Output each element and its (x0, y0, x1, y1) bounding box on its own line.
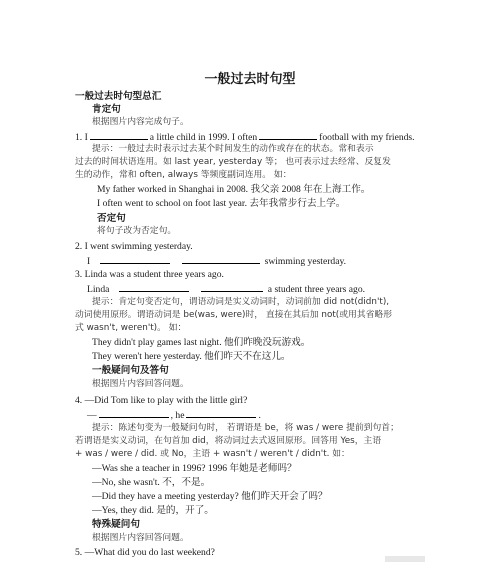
affirmative-example-2: I often went to school on foot last year. 去年我常步行去上学。 (97, 198, 346, 209)
q2-blank-1[interactable] (100, 254, 170, 264)
affirmative-heading: 肯定句 (92, 104, 121, 115)
yes-no-example-4: —Yes, they did. 是的，开了。 (92, 505, 214, 516)
negative-instruction: 将句子改为否定句。 (97, 226, 177, 236)
question-1 (75, 130, 492, 144)
negative-heading: 否定句 (97, 213, 126, 224)
question-4-answer: — , he . (87, 410, 261, 421)
yes-no-tip-line-2: 若谓语是实义动词，在句首加 did，将动词过去式返回原形。回答用 Yes，主语 (75, 436, 382, 446)
yes-no-tip-line-1: 提示：陈述句变为一般疑问句时， 若谓语是 be，将 was / were 提前到句首； (92, 423, 399, 433)
negative-tip-line-1: 提示：肯定句变否定句，谓语动词是实义动词时，动词前加 did not(didn't), (92, 297, 390, 307)
negative-tip-line-3: 式 wasn't, weren't)。 如： (75, 323, 187, 333)
affirmative-tip-line-3: 生的动作，常和 often, always 等频度副词连用。 如： (75, 170, 292, 180)
q4-blank-2[interactable] (186, 408, 256, 418)
q3-answer-end: a student three years ago. (267, 284, 366, 295)
yes-no-instruction: 根据图片内容回答问题。 (92, 379, 189, 389)
affirmative-instruction: 根据图片内容完成句子。 (92, 117, 189, 127)
affirmative-example-1: My father worked in Shanghai in 2008. 我父亲 2008 年在上海工作。 (97, 184, 371, 195)
q1-number: 1. I (75, 132, 88, 143)
q1-end: football with my friends. (319, 132, 415, 143)
q3-blank-1[interactable] (119, 282, 189, 292)
affirmative-tip-line-1: 提示：一般过去时表示过去某个时间发生的动作或存在的状态。常和表示 (92, 144, 374, 154)
negative-example-2: They weren't here yesterday. 他们昨天不在这儿。 (92, 351, 291, 362)
q4-dash: — (87, 410, 97, 421)
yes-no-example-2: —No, she wasn't. 不，不是。 (92, 477, 211, 488)
q4-blank-1[interactable] (99, 408, 169, 418)
q1-blank-2[interactable] (259, 130, 317, 140)
wh-question-heading: 特殊疑问句 (92, 519, 140, 530)
question-5: 5. —What did you do last weekend? (75, 547, 215, 558)
negative-example-1: They didn't play games last night. 他们昨晚没玩游戏。 (92, 337, 311, 348)
yes-no-example-3: —Did they have a meeting yesterday? 他们昨天开会了吗？ (92, 491, 328, 502)
q2-answer-start: I (87, 256, 91, 267)
yes-no-heading: 一般疑问句及答句 (92, 365, 169, 376)
question-3: 3. Linda was a student three years ago. (75, 269, 224, 280)
q3-blank-2[interactable] (201, 282, 263, 292)
q3-answer-start: Linda (87, 284, 110, 295)
q1-middle: a little child in 1999. I often (149, 132, 258, 143)
yes-no-tip-line-3: + was / were / did. 或 No，主语 + wasn't / weren't / didn't. 如： (75, 449, 350, 459)
q2-blank-2[interactable] (182, 254, 260, 264)
affirmative-tip-line-2: 过去的时间状语连用。如 last year, yesterday 等； 也可表示过去经常、反复发 (75, 157, 391, 167)
section-heading: 一般过去时句型总汇 (75, 91, 162, 102)
page-bottom-smudge (385, 556, 425, 562)
question-4: 4. —Did Tom like to play with the little girl? (75, 395, 248, 406)
question-2-answer (87, 254, 492, 268)
question-3-answer (87, 282, 492, 296)
q2-answer-end: swimming yesterday. (264, 256, 347, 267)
q1-blank-1[interactable] (90, 130, 148, 140)
question-2: 2. I went swimming yesterday. (75, 241, 193, 252)
wh-question-instruction: 根据图片内容回答问题。 (92, 533, 189, 543)
q4-answer-middle: , he (170, 410, 185, 421)
yes-no-example-1: —Was she a teacher in 1996? 1996 年她是老师吗？ (92, 463, 297, 474)
negative-tip-line-2: 动词使用原形。谓语动词是 be(was, were)时， 直接在其后加 not(或用其省略形 (75, 310, 393, 320)
page-title: 一般过去时句型 (204, 72, 296, 87)
